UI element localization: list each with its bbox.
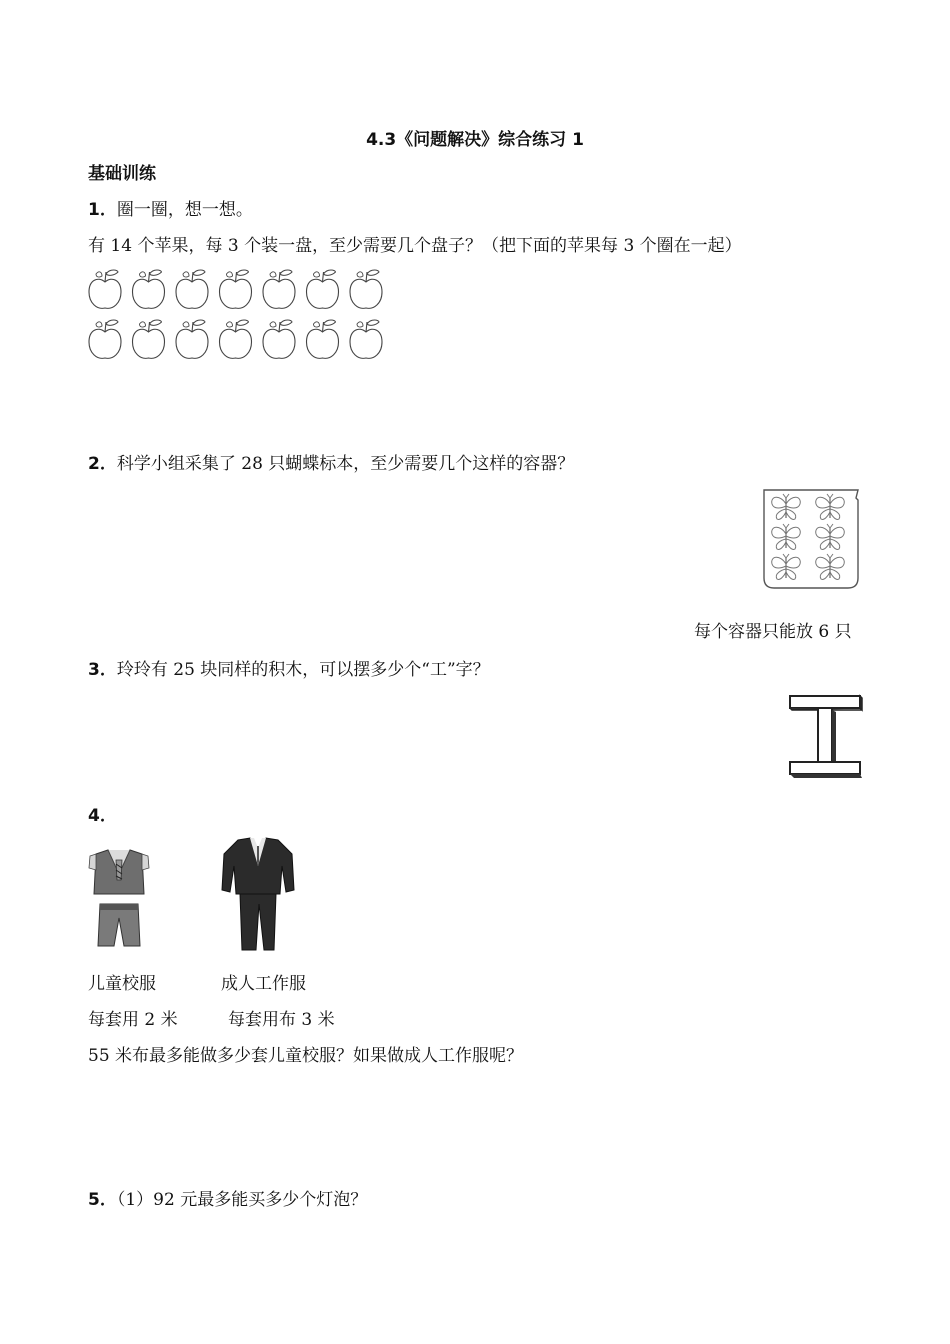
q3-line	[88, 662, 490, 679]
q4-number: 4．	[88, 806, 117, 826]
apple[interactable]	[176, 270, 208, 308]
adult-suit-image	[218, 836, 298, 952]
butterfly-container-image	[760, 488, 862, 592]
apple[interactable]	[263, 270, 295, 308]
page-title: 4.3《问题解决》综合练习 1	[366, 130, 584, 150]
q2-line	[88, 456, 574, 473]
apple-grid[interactable]	[84, 268, 394, 368]
q2-caption: 每个容器只能放 6 只	[694, 622, 852, 642]
q4-label-adult: 成人工作服	[221, 974, 306, 994]
q5-text: （1）92 元最多能买多少个灯泡？	[116, 1190, 368, 1210]
child-uniform-image	[86, 848, 152, 952]
q1-line	[88, 202, 253, 219]
q4-question: 55 米布最多能做多少套儿童校服？如果做成人工作服呢？	[88, 1046, 524, 1066]
q1-number: 1．	[88, 200, 117, 220]
apple[interactable]	[263, 320, 295, 358]
q2-text: 科学小组采集了 28 只蝴蝶标本，至少需要几个这样的容器？	[116, 454, 575, 474]
apple[interactable]	[176, 320, 208, 358]
apple[interactable]	[220, 320, 252, 358]
apple[interactable]	[220, 270, 252, 308]
apple[interactable]	[133, 320, 165, 358]
q4-label-child: 儿童校服	[88, 974, 156, 994]
gong-character-blocks-image	[788, 692, 864, 780]
q4-usage-adult: 每套用布 3 米	[228, 1010, 335, 1030]
q1-prompt: 圈一圈，想一想。	[116, 200, 253, 220]
q5-number: 5．	[88, 1190, 117, 1210]
q3-number: 3．	[88, 660, 117, 680]
apple[interactable]	[89, 270, 121, 308]
section-heading: 基础训练	[88, 164, 156, 184]
q1-text: 有 14 个苹果，每 3 个装一盘，至少需要几个盘子？（把下面的苹果每 3 个圈在一起）	[88, 236, 742, 256]
q4-usage-child: 每套用 2 米	[88, 1010, 178, 1030]
apple[interactable]	[307, 270, 339, 308]
apple[interactable]	[133, 270, 165, 308]
q5-line	[88, 1192, 367, 1209]
q3-text: 玲玲有 25 块同样的积木，可以摆多少个“工”字？	[116, 660, 490, 680]
apple[interactable]	[307, 320, 339, 358]
apple[interactable]	[350, 320, 382, 358]
apple[interactable]	[89, 320, 121, 358]
q2-number: 2．	[88, 454, 117, 474]
apple[interactable]	[350, 270, 382, 308]
